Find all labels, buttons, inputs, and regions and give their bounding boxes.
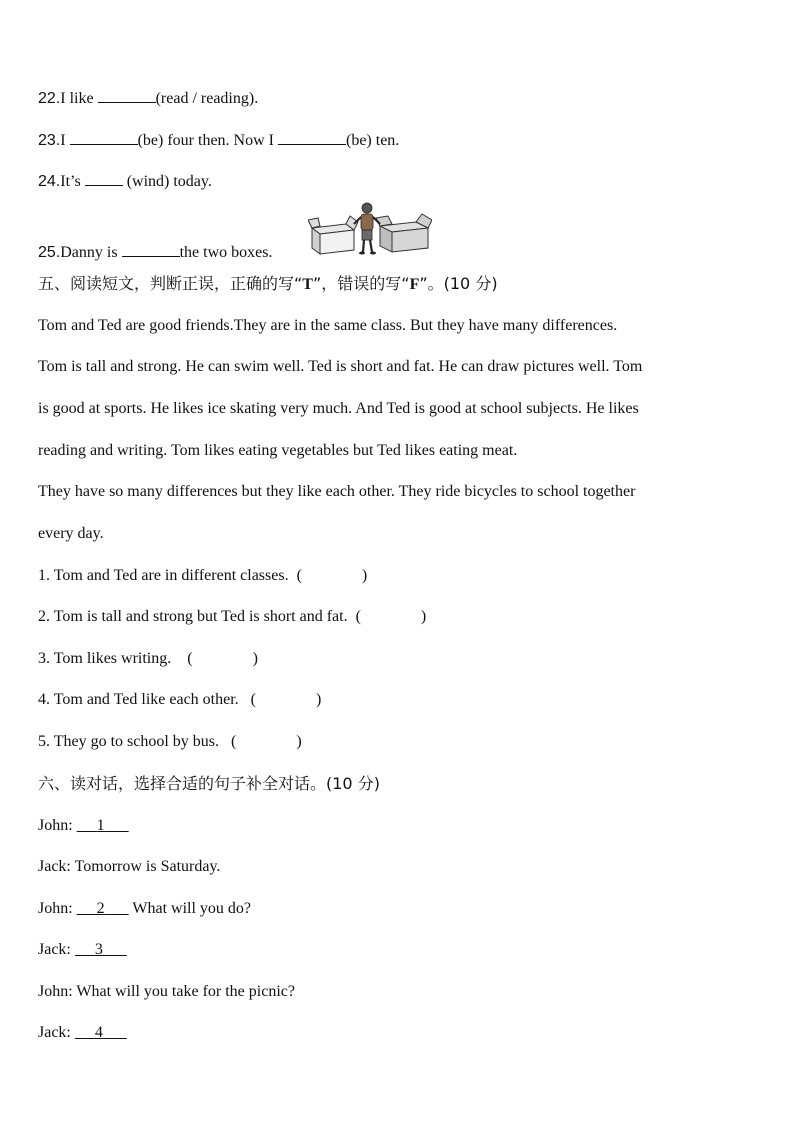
question-text: It’s — [60, 173, 85, 190]
tf-question-3 — [38, 649, 258, 669]
close-paren: ) — [420, 608, 427, 625]
answer-blank[interactable] — [98, 87, 156, 103]
tf-question-1 — [38, 566, 367, 586]
dialogue-blank[interactable]: 4 — [94, 1024, 103, 1041]
passage-line: Tom and Ted are good friends.They are in the same class. But they have many differences. — [38, 317, 618, 334]
section-6-heading: 六、读对话，选择合适的句子补全对话。(10 分) — [38, 774, 380, 793]
dialogue-line — [38, 816, 129, 836]
open-paren: ( — [187, 650, 193, 667]
close-paren: ) — [361, 567, 368, 584]
question-text: 4. Tom and Ted like each other. — [38, 691, 239, 708]
question-24 — [38, 170, 212, 192]
answer-blank[interactable] — [278, 129, 346, 145]
open-paren: ( — [231, 733, 237, 750]
tf-question-5 — [38, 732, 302, 752]
open-paren: ( — [355, 608, 361, 625]
question-text: (wind) today. — [122, 173, 212, 190]
question-text: (be) ten. — [345, 132, 400, 149]
tf-question-2 — [38, 607, 426, 627]
close-paren: ) — [316, 691, 322, 708]
question-text: (read / reading). — [155, 90, 259, 107]
dialogue-line — [38, 1023, 127, 1043]
question-text: 5. They go to school by bus. — [38, 733, 220, 750]
dialogue-text: What will you take for the picnic? — [76, 983, 295, 1000]
question-text: (be) four then. Now I — [137, 132, 278, 149]
dialogue-blank[interactable]: 2 — [96, 900, 105, 917]
speaker: Jack: — [38, 1024, 75, 1041]
true-mark: T — [302, 276, 313, 293]
speaker: John: — [38, 983, 77, 1000]
question-23 — [38, 129, 399, 151]
dialogue-line — [38, 899, 251, 919]
question-number: 24. — [38, 173, 61, 190]
boy-between-boxes-illustration — [308, 200, 432, 258]
close-paren: ) — [296, 733, 302, 750]
tf-question-4 — [38, 690, 321, 710]
question-25 — [38, 241, 272, 263]
dialogue-blank[interactable]: 3 — [94, 941, 103, 958]
passage-line: reading and writing. Tom likes eating vegetables but Ted likes eating meat. — [38, 442, 518, 459]
open-paren: ( — [296, 567, 302, 584]
speaker: John: — [38, 817, 77, 834]
passage-line: They have so many differences but they like each other. They ride bicycles to school together — [38, 483, 636, 500]
answer-blank[interactable] — [122, 241, 180, 257]
question-text: I — [60, 132, 70, 149]
dialogue-line — [38, 857, 220, 877]
dialogue-text: Tomorrow is Saturday. — [74, 858, 221, 875]
close-paren: ) — [252, 650, 258, 667]
question-text: I like — [60, 90, 98, 107]
section-5-heading — [38, 274, 498, 295]
dialogue-text: What will you do? — [128, 900, 252, 917]
dialogue-blank[interactable]: 1 — [96, 817, 105, 834]
open-paren: ( — [250, 691, 256, 708]
passage-line: every day. — [38, 525, 104, 542]
question-number: 23. — [38, 132, 61, 149]
dialogue-line — [38, 940, 127, 960]
answer-blank[interactable] — [85, 170, 123, 186]
question-text: 2. Tom is tall and strong but Ted is short and fat. — [38, 608, 348, 625]
heading-text: 五、阅读短文，判断正误，正确的写“ — [38, 274, 303, 293]
heading-text: ”，错误的写“ — [312, 274, 410, 293]
question-22 — [38, 87, 258, 109]
question-text: Danny is — [60, 244, 122, 261]
question-number: 22. — [38, 90, 61, 107]
answer-blank[interactable] — [70, 129, 138, 145]
question-text: 1. Tom and Ted are in different classes. — [38, 567, 289, 584]
question-number: 25. — [38, 244, 61, 261]
dialogue-line — [38, 982, 295, 1002]
speaker: John: — [38, 900, 77, 917]
speaker: Jack: — [38, 858, 75, 875]
passage-line: is good at sports. He likes ice skating very much. And Ted is good at school subjects. He likes — [38, 400, 639, 417]
passage-line: Tom is tall and strong. He can swim well. Ted is short and fat. He can draw pictures well. Tom — [38, 358, 643, 375]
question-text: 3. Tom likes writing. — [38, 650, 172, 667]
heading-text: ”。(10 分) — [419, 274, 498, 293]
false-mark: F — [409, 276, 420, 293]
question-text: the two boxes. — [179, 244, 273, 261]
speaker: Jack: — [38, 941, 75, 958]
